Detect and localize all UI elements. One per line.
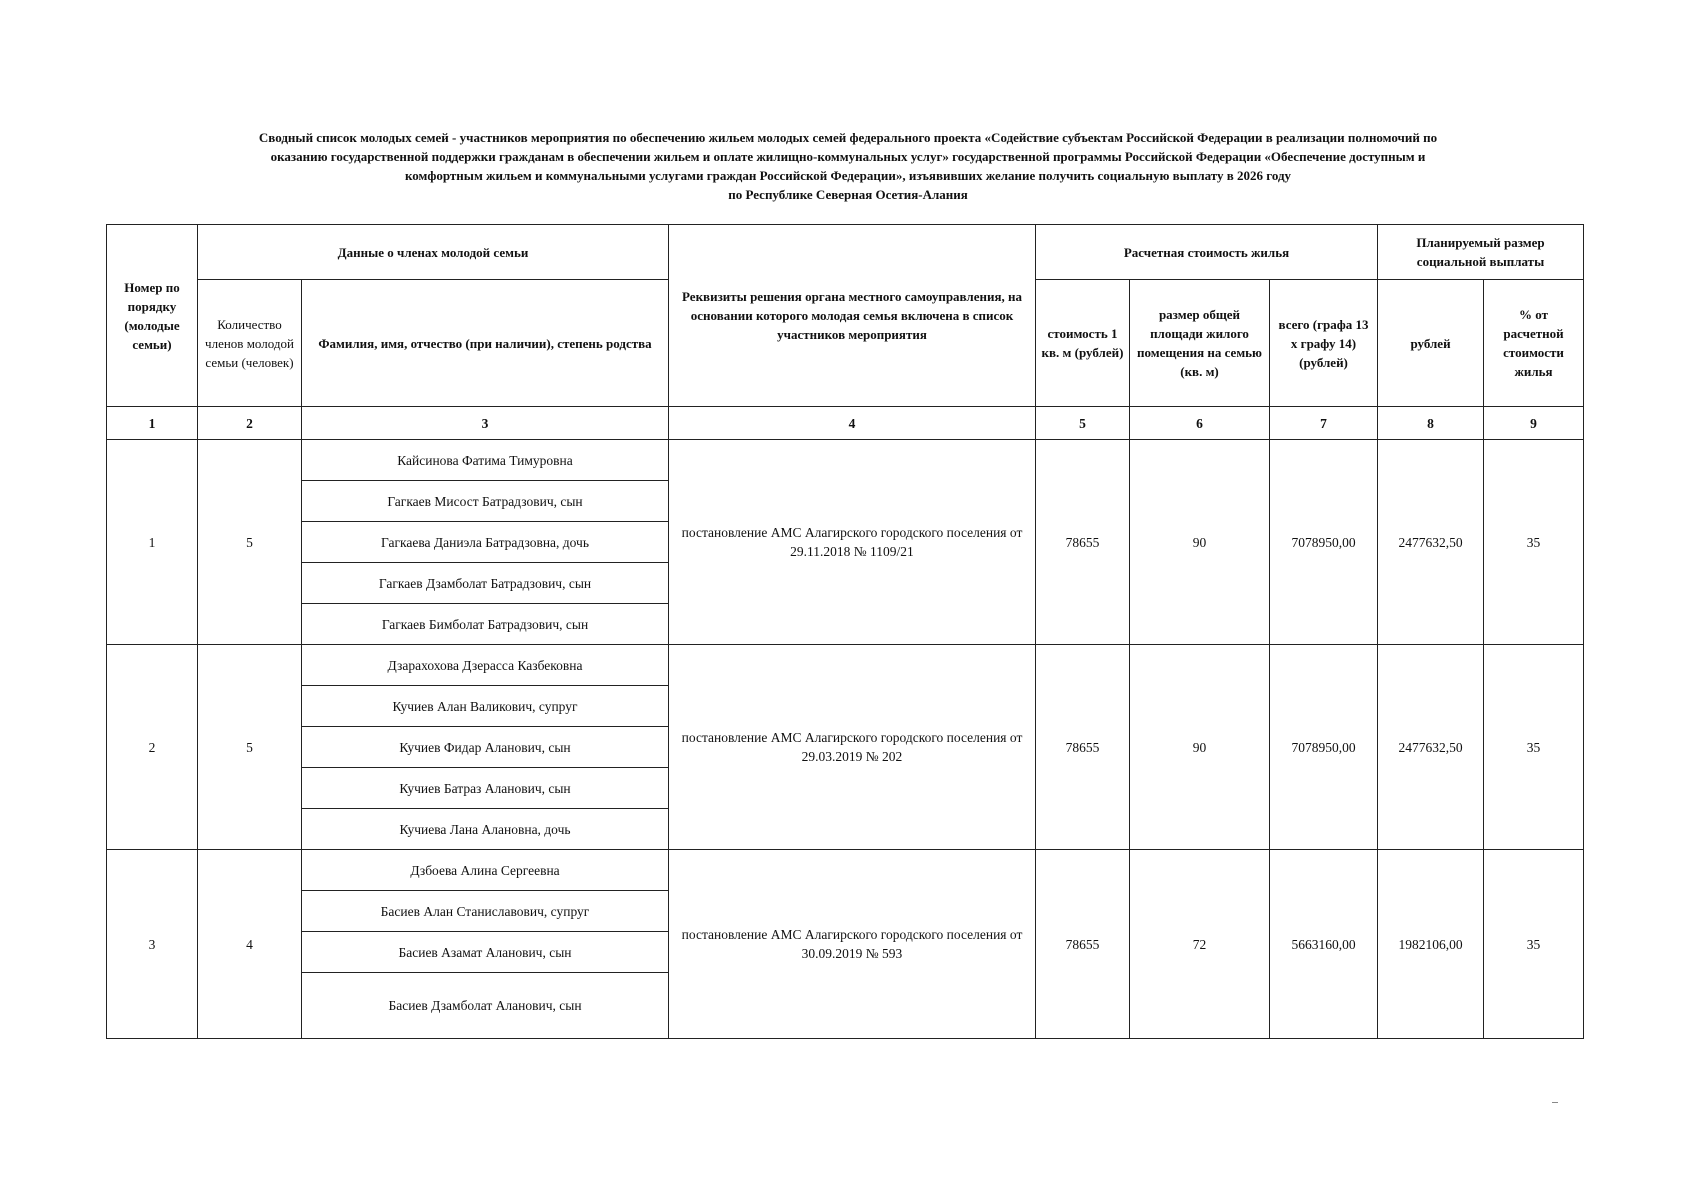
family-member: Басиев Дзамболат Аланович, сын bbox=[302, 973, 669, 1039]
family-area: 90 bbox=[1130, 440, 1270, 645]
family-members-count: 4 bbox=[198, 850, 302, 1039]
header-row-groups bbox=[107, 225, 1584, 280]
header-estimated-cost: Расчетная стоимость жилья bbox=[1036, 225, 1378, 280]
family-percent: 35 bbox=[1484, 850, 1584, 1039]
family-number: 3 bbox=[107, 850, 198, 1039]
family-decision: постановление АМС Алагирского городского поселения от 30.09.2019 № 593 bbox=[669, 850, 1036, 1039]
family-cost-per-sqm: 78655 bbox=[1036, 850, 1130, 1039]
family-member: Дзбоева Алина Сергеевна bbox=[302, 850, 669, 891]
header-members-count: Количество членов молодой семьи (человек) bbox=[198, 280, 302, 407]
title-line: Сводный список молодых семей - участников мероприятия по обеспечению жильем молодых семей федерального проекта «Содействие субъектам Российской Федерации в реализации полномочий по bbox=[258, 130, 1438, 145]
table-row bbox=[107, 850, 1584, 891]
page-mark bbox=[1552, 1102, 1558, 1103]
header-full-name: Фамилия, имя, отчество (при наличии), степень родства bbox=[302, 280, 669, 407]
header-total-cost: всего (графа 13 х графу 14) (рублей) bbox=[1270, 280, 1378, 407]
column-number: 1 bbox=[107, 407, 198, 440]
column-number: 5 bbox=[1036, 407, 1130, 440]
family-decision: постановление АМС Алагирского городского поселения от 29.03.2019 № 202 bbox=[669, 645, 1036, 850]
family-member: Дзарахохова Дзерасса Казбековна bbox=[302, 645, 669, 686]
family-member: Гагкаева Даниэла Батрадзовна, дочь bbox=[302, 522, 669, 563]
family-percent: 35 bbox=[1484, 440, 1584, 645]
family-member: Гагкаев Мисост Батрадзович, сын bbox=[302, 481, 669, 522]
column-numbers-row bbox=[107, 407, 1584, 440]
header-total-area: размер общей площади жилого помещения на семью (кв. м) bbox=[1130, 280, 1270, 407]
family-area: 90 bbox=[1130, 645, 1270, 850]
column-number: 8 bbox=[1378, 407, 1484, 440]
header-family-data: Данные о членах молодой семьи bbox=[198, 225, 669, 280]
table-row bbox=[107, 440, 1584, 481]
header-planned-payment: Планируемый размер социальной выплаты bbox=[1378, 225, 1584, 280]
column-number: 2 bbox=[198, 407, 302, 440]
family-member: Кучиев Фидар Аланович, сын bbox=[302, 727, 669, 768]
family-decision: постановление АМС Алагирского городского поселения от 29.11.2018 № 1109/21 bbox=[669, 440, 1036, 645]
family-member: Басиев Азамат Аланович, сын bbox=[302, 932, 669, 973]
column-number: 7 bbox=[1270, 407, 1378, 440]
family-member: Кучиева Лана Алановна, дочь bbox=[302, 809, 669, 850]
family-cost-per-sqm: 78655 bbox=[1036, 645, 1130, 850]
table-row bbox=[107, 645, 1584, 686]
family-payment: 2477632,50 bbox=[1378, 440, 1484, 645]
family-member: Гагкаев Дзамболат Батрадзович, сын bbox=[302, 563, 669, 604]
family-member: Кучиев Алан Валикович, супруг bbox=[302, 686, 669, 727]
family-members-count: 5 bbox=[198, 440, 302, 645]
family-payment: 1982106,00 bbox=[1378, 850, 1484, 1039]
family-number: 1 bbox=[107, 440, 198, 645]
family-percent: 35 bbox=[1484, 645, 1584, 850]
family-payment: 2477632,50 bbox=[1378, 645, 1484, 850]
header-payment-rubles: рублей bbox=[1378, 280, 1484, 407]
family-member: Кайсинова Фатима Тимуровна bbox=[302, 440, 669, 481]
family-total-cost: 5663160,00 bbox=[1270, 850, 1378, 1039]
column-number: 3 bbox=[302, 407, 669, 440]
family-member: Кучиев Батраз Аланович, сын bbox=[302, 768, 669, 809]
header-order-number: Номер по порядку (молодые семьи) bbox=[107, 225, 198, 407]
header-decision-details: Реквизиты решения органа местного самоуправления, на основании которого молодая семья включена в список участников мероприятия bbox=[669, 225, 1036, 407]
families-table bbox=[106, 224, 1584, 1039]
family-area: 72 bbox=[1130, 850, 1270, 1039]
family-members-count: 5 bbox=[198, 645, 302, 850]
column-number: 4 bbox=[669, 407, 1036, 440]
header-payment-percent: % от расчетной стоимости жилья bbox=[1484, 280, 1584, 407]
family-total-cost: 7078950,00 bbox=[1270, 440, 1378, 645]
document-title bbox=[120, 128, 1576, 204]
family-member: Басиев Алан Станиславович, супруг bbox=[302, 891, 669, 932]
column-number: 9 bbox=[1484, 407, 1584, 440]
title-line: комфортным жильем и коммунальными услугами граждан Российской Федерации», изъявивших желание получить социальную выплату в 2026 году bbox=[404, 168, 1292, 183]
title-line: оказанию государственной поддержки гражданам в обеспечении жильем и оплате жилищно-коммунальных услуг» государственной программы Российской Федерации «Обеспечение доступным и bbox=[270, 149, 1426, 164]
family-member: Гагкаев Бимболат Батрадзович, сын bbox=[302, 604, 669, 645]
column-number: 6 bbox=[1130, 407, 1270, 440]
family-total-cost: 7078950,00 bbox=[1270, 645, 1378, 850]
header-cost-per-sqm: стоимость 1 кв. м (рублей) bbox=[1036, 280, 1130, 407]
title-line: по Республике Северная Осетия-Алания bbox=[728, 187, 968, 202]
family-number: 2 bbox=[107, 645, 198, 850]
family-cost-per-sqm: 78655 bbox=[1036, 440, 1130, 645]
